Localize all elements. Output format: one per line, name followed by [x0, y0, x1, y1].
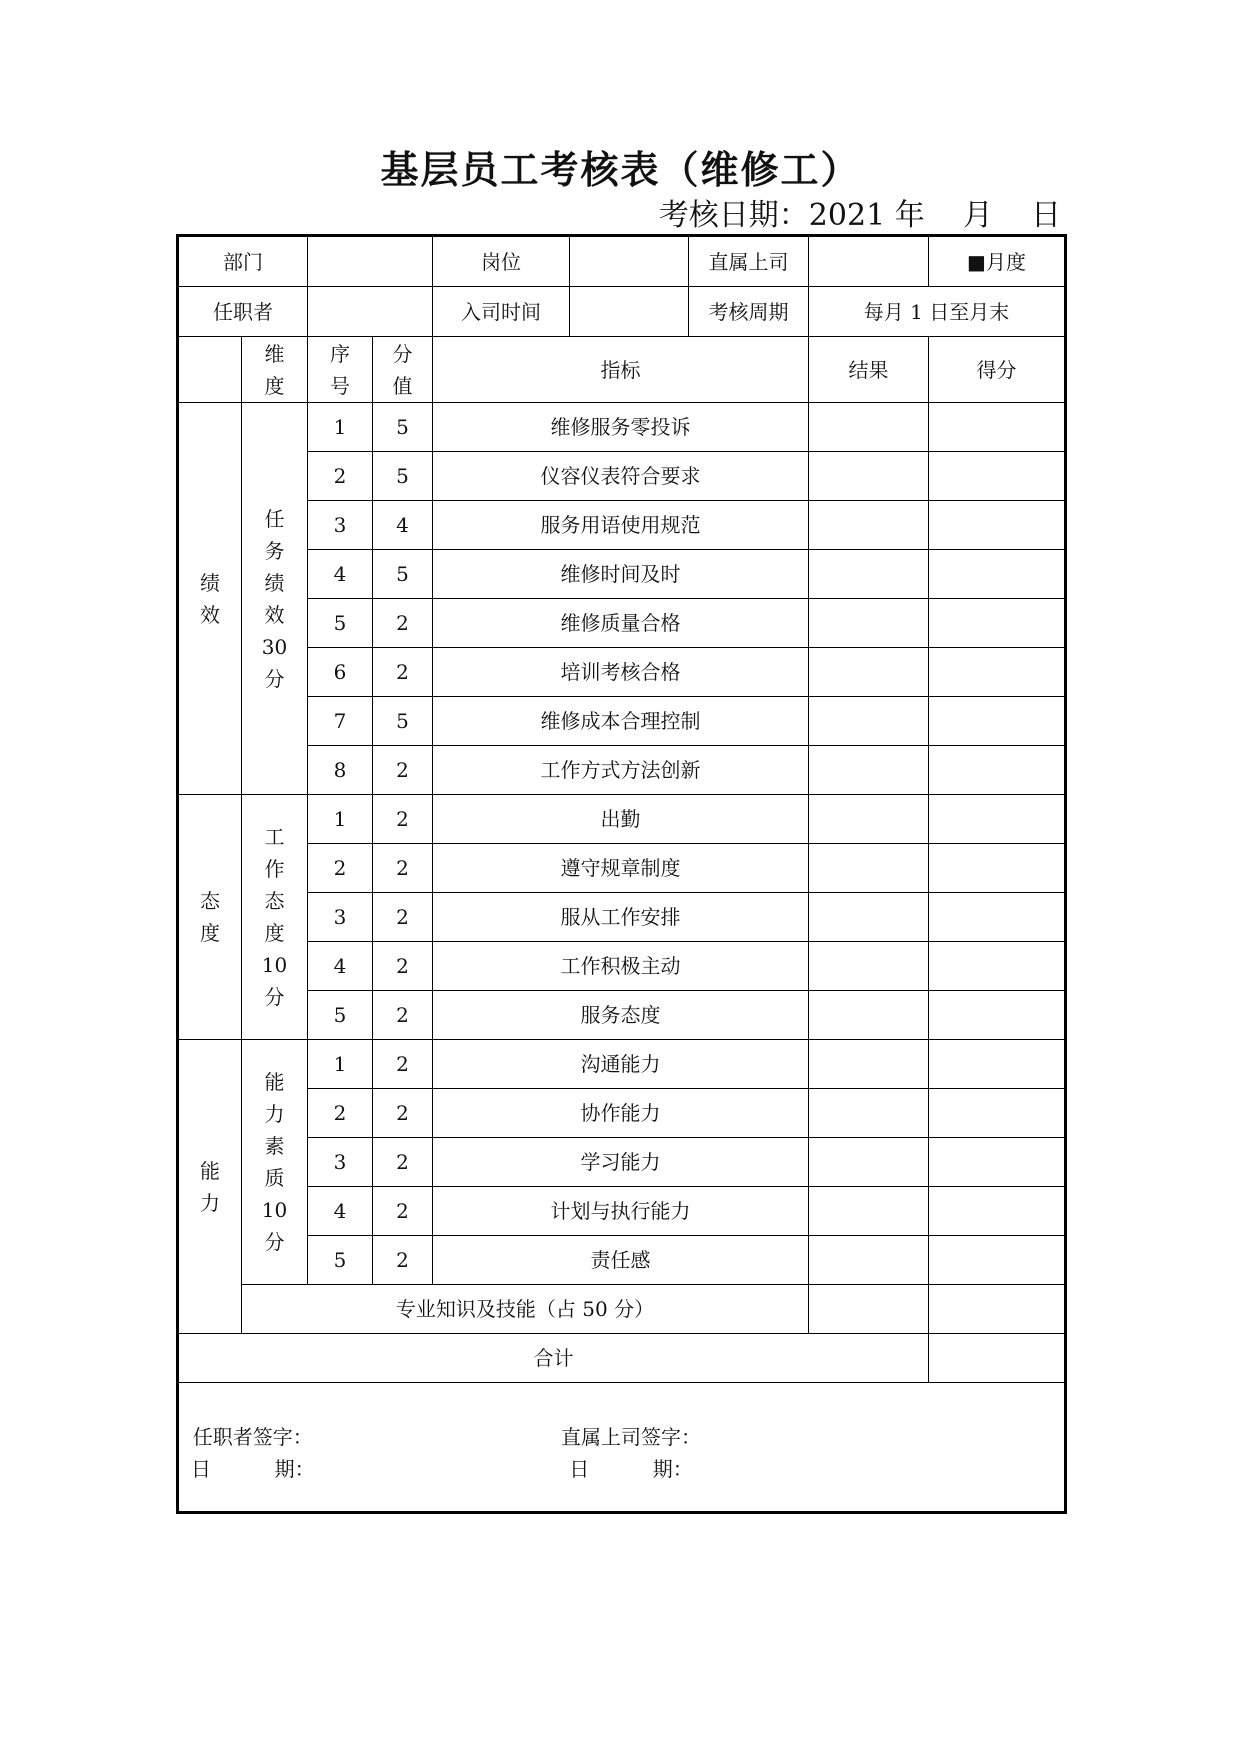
seq-cell: 5 [308, 1236, 373, 1285]
indicator-row [178, 893, 1066, 942]
indicator-row [178, 1236, 1066, 1285]
dept-label: 部门 [178, 236, 308, 287]
supervisor-field[interactable] [809, 236, 929, 287]
result-cell[interactable] [809, 1089, 929, 1138]
points-cell[interactable] [929, 550, 1066, 599]
indicator-cell: 出勤 [433, 795, 809, 844]
score-cell: 4 [373, 501, 433, 550]
indicator-row [178, 795, 1066, 844]
points-cell[interactable] [929, 697, 1066, 746]
dept-field[interactable] [308, 236, 433, 287]
score-cell: 2 [373, 795, 433, 844]
indicator-row [178, 1187, 1066, 1236]
seq-cell: 7 [308, 697, 373, 746]
seq-header: 序号 [308, 337, 373, 403]
score-cell: 5 [373, 550, 433, 599]
result-cell[interactable] [809, 697, 929, 746]
points-cell[interactable] [929, 795, 1066, 844]
employee-sign-label: 任职者签字： [192, 1425, 313, 1449]
assessment-date: 考核日期：2021 年 月 日 [658, 198, 1061, 233]
result-cell[interactable] [809, 746, 929, 795]
seq-cell: 3 [308, 1138, 373, 1187]
points-cell[interactable] [929, 1089, 1066, 1138]
indicator-row [178, 550, 1066, 599]
indicator-row [178, 452, 1066, 501]
cycle-label: 考核周期 [689, 287, 809, 337]
signature-cell [178, 1383, 1066, 1513]
category-header-blank [178, 337, 242, 403]
seq-cell: 6 [308, 648, 373, 697]
indicator-row [178, 1138, 1066, 1187]
supervisor-date-label: 日 期： [569, 1457, 693, 1481]
score-cell: 2 [373, 1040, 433, 1089]
indicator-cell: 工作方式方法创新 [433, 746, 809, 795]
supervisor-signature-block [561, 1421, 701, 1485]
seq-cell: 4 [308, 1187, 373, 1236]
seq-cell: 5 [308, 599, 373, 648]
score-cell: 2 [373, 1236, 433, 1285]
score-cell: 2 [373, 1138, 433, 1187]
score-header: 分值 [373, 337, 433, 403]
indicator-row [178, 942, 1066, 991]
seq-cell: 2 [308, 844, 373, 893]
indicator-row [178, 403, 1066, 452]
column-header-row [178, 337, 1066, 403]
indicator-cell: 学习能力 [433, 1138, 809, 1187]
indicator-cell: 计划与执行能力 [433, 1187, 809, 1236]
seq-cell: 4 [308, 942, 373, 991]
score-cell: 2 [373, 1187, 433, 1236]
points-cell[interactable] [929, 403, 1066, 452]
result-cell[interactable] [809, 795, 929, 844]
result-cell[interactable] [809, 599, 929, 648]
indicator-cell: 培训考核合格 [433, 648, 809, 697]
employee-field[interactable] [308, 287, 433, 337]
points-cell[interactable] [929, 746, 1066, 795]
seq-cell: 3 [308, 501, 373, 550]
professional-points-cell[interactable] [929, 1285, 1066, 1334]
indicator-row [178, 648, 1066, 697]
indicator-row [178, 746, 1066, 795]
indicator-row [178, 1040, 1066, 1089]
signature-row [178, 1383, 1066, 1513]
result-cell[interactable] [809, 1236, 929, 1285]
indicator-row [178, 599, 1066, 648]
points-cell[interactable] [929, 1138, 1066, 1187]
indicator-cell: 服务用语使用规范 [433, 501, 809, 550]
seq-cell: 2 [308, 452, 373, 501]
indicator-cell: 维修服务零投诉 [433, 403, 809, 452]
entry-time-field[interactable] [570, 287, 689, 337]
score-cell: 5 [373, 697, 433, 746]
indicator-cell: 遵守规章制度 [433, 844, 809, 893]
result-cell[interactable] [809, 991, 929, 1040]
points-cell[interactable] [929, 991, 1066, 1040]
score-cell: 2 [373, 893, 433, 942]
points-cell[interactable] [929, 942, 1066, 991]
supervisor-sign-label: 直属上司签字： [561, 1425, 701, 1449]
points-cell[interactable] [929, 1236, 1066, 1285]
indicator-cell: 责任感 [433, 1236, 809, 1285]
supervisor-label: 直属上司 [689, 236, 809, 287]
professional-row [178, 1285, 1066, 1334]
position-field[interactable] [570, 236, 689, 287]
indicator-cell: 沟通能力 [433, 1040, 809, 1089]
entry-time-label: 入司时间 [433, 287, 570, 337]
category-cell: 绩效 [178, 403, 242, 795]
seq-cell: 5 [308, 991, 373, 1040]
indicator-cell: 服从工作安排 [433, 893, 809, 942]
total-row [178, 1334, 1066, 1383]
indicator-row [178, 844, 1066, 893]
professional-label: 专业知识及技能（占 50 分） [242, 1285, 809, 1334]
seq-cell: 1 [308, 1040, 373, 1089]
points-cell[interactable] [929, 1040, 1066, 1089]
points-cell[interactable] [929, 893, 1066, 942]
position-label: 岗位 [433, 236, 570, 287]
result-cell[interactable] [809, 942, 929, 991]
indicator-row [178, 501, 1066, 550]
points-cell[interactable] [929, 1187, 1066, 1236]
subgroup-cell: 能力素质10分 [242, 1040, 308, 1285]
indicator-cell: 维修成本合理控制 [433, 697, 809, 746]
score-cell: 2 [373, 844, 433, 893]
result-cell[interactable] [809, 893, 929, 942]
result-cell[interactable] [809, 1187, 929, 1236]
points-cell[interactable] [929, 844, 1066, 893]
points-cell[interactable] [929, 648, 1066, 697]
score-cell: 5 [373, 403, 433, 452]
result-cell[interactable] [809, 403, 929, 452]
result-cell[interactable] [809, 1138, 929, 1187]
total-points-cell[interactable] [929, 1334, 1066, 1383]
seq-cell: 2 [308, 1089, 373, 1138]
result-header: 结果 [809, 337, 929, 403]
result-cell[interactable] [809, 501, 929, 550]
score-cell: 2 [373, 1089, 433, 1138]
result-cell[interactable] [809, 1040, 929, 1089]
indicator-cell: 仪容仪表符合要求 [433, 452, 809, 501]
subgroup-cell: 任务绩效30分 [242, 403, 308, 795]
form-title: 基层员工考核表（维修工） [380, 147, 861, 192]
score-cell: 5 [373, 452, 433, 501]
score-cell: 2 [373, 599, 433, 648]
score-cell: 2 [373, 942, 433, 991]
indicator-row [178, 1089, 1066, 1138]
seq-cell: 1 [308, 795, 373, 844]
total-label: 合计 [178, 1334, 929, 1383]
period-type: ■月度 [929, 236, 1066, 287]
points-cell[interactable] [929, 599, 1066, 648]
indicator-cell: 协作能力 [433, 1089, 809, 1138]
header-row-1 [178, 236, 1066, 287]
cycle-value: 每月 1 日至月末 [809, 287, 1066, 337]
result-cell[interactable] [809, 452, 929, 501]
indicator-row [178, 991, 1066, 1040]
seq-cell: 3 [308, 893, 373, 942]
points-cell[interactable] [929, 452, 1066, 501]
employee-signature-block [191, 1421, 315, 1485]
result-cell[interactable] [809, 648, 929, 697]
score-cell: 2 [373, 648, 433, 697]
indicator-header: 指标 [433, 337, 809, 403]
points-header: 得分 [929, 337, 1066, 403]
category-cell: 态度 [178, 795, 242, 1040]
result-cell[interactable] [809, 844, 929, 893]
indicator-cell: 维修时间及时 [433, 550, 809, 599]
employee-date-label: 日 期： [191, 1457, 315, 1481]
category-cell: 能力 [178, 1040, 242, 1334]
points-cell[interactable] [929, 501, 1066, 550]
indicator-cell: 工作积极主动 [433, 942, 809, 991]
professional-result-cell[interactable] [809, 1285, 929, 1334]
score-cell: 2 [373, 991, 433, 1040]
indicator-cell: 服务态度 [433, 991, 809, 1040]
assessment-table [176, 234, 1067, 1514]
indicator-cell: 维修质量合格 [433, 599, 809, 648]
result-cell[interactable] [809, 550, 929, 599]
dimension-header: 维度 [242, 337, 308, 403]
subgroup-cell: 工作态度10分 [242, 795, 308, 1040]
header-row-2 [178, 287, 1066, 337]
employee-label: 任职者 [178, 287, 308, 337]
indicator-row [178, 697, 1066, 746]
score-cell: 2 [373, 746, 433, 795]
seq-cell: 8 [308, 746, 373, 795]
seq-cell: 4 [308, 550, 373, 599]
seq-cell: 1 [308, 403, 373, 452]
